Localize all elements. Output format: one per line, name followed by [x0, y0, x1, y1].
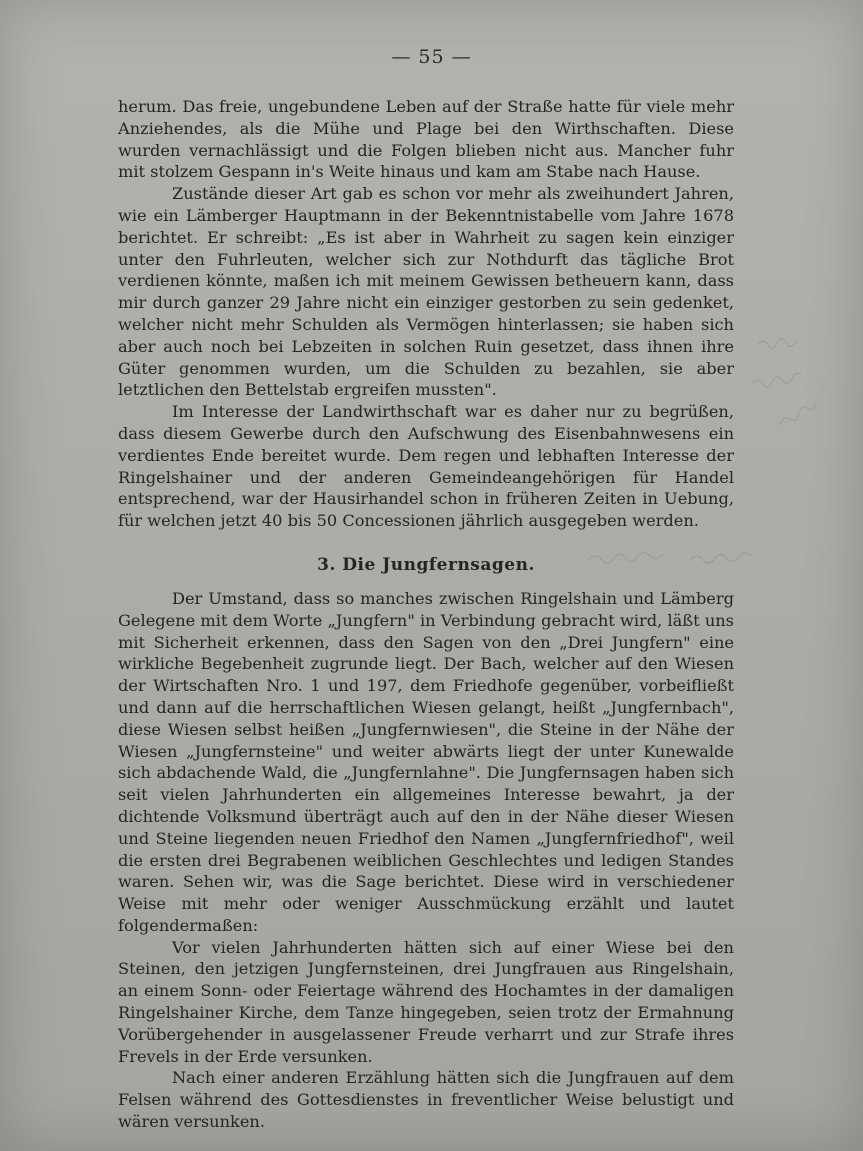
paragraph-5: Vor vielen Jahrhunderten hätten sich auf einer Wiese bei den Steinen, den jetzigen Jungfernsteinen, drei Jungfrauen aus Ringelshain, an einem Sonn- oder Feiertage während des Hochamtes in der damaligen Ringelshainer Kirche, dem Tanze hingegeben, seien trotz der Ermahnung Vorübergehender in ausgelassener Freude verharrt und zur Strafe ihres Frevels in der Erde versunken.: [118, 937, 734, 1066]
paragraph-1: herum. Das freie, ungebundene Leben auf der Straße hatte für viele mehr Anziehendes, als die Mühe und Plage bei den Wirthschaften. Diese wurden vernachlässigt und die Folgen blieben nicht aus. Mancher fuhr mit stolzem Gespann in's Weite hinaus und kam am Stabe nach Hause.: [118, 97, 734, 182]
page-number: — 55 —: [391, 46, 472, 68]
paragraph-3: Im Interesse der Landwirthschaft war es daher nur zu begrüßen, dass diesem Gewerbe durch den Aufschwung des Eisenbahnwesens ein verdientes Ende bereitet wurde. Dem regen und lebhaften Interesse der Ringelshainer und der anderen Gemeindeangehörigen für Handel entsprechend, war der Hausirhandel schon in früheren Zeiten in Uebung, für welchen jetzt 40 bis 50 Concessionen jährlich ausgegeben werden.: [118, 402, 734, 531]
paragraph-4: Der Umstand, dass so manches zwischen Ringelshain und Lämberg Gelegene mit dem Worte „Jungfern" in Verbindung gebracht wird, läßt uns mit Sicherheit erkennen, dass den Sagen von den „Drei Jungfern" eine wirkliche Begebenheit zugrunde liegt. Der Bach, welcher auf den Wiesen der Wirtschaften Nro. 1 und 197, dem Friedhofe gegenüber, vorbeifließt und dann auf die herrschaftlichen Wiesen gelangt, heißt „Jungfernbach", diese Wiesen selbst heißen „Jungfernwiesen", die Steine in der Nähe der Wiesen „Jungfernsteine" und weiter abwärts liegt der unter Kunewalde sich abdachende Wald, die „Jungfernlahne". Die Jungfernsagen haben sich seit vielen Jahrhunderten ein allgemeines Interesse bewahrt, ja der dichtende Volksmund überträgt auch auf den in der Nähe dieser Wiesen und Steine liegenden neuen Friedhof den Namen „Jungfernfriedhof", weil die ersten drei Begrabenen weiblichen Geschlechtes und ledigen Standes waren. Sehen wir, was die Sage berichtet. Diese wird in verschiedener Weise mit mehr oder weniger Ausschmückung erzählt und lautet folgendermaßen:: [118, 588, 734, 935]
section-heading: 3. Die Jungfernsagen.: [317, 554, 535, 575]
paragraph-6: Nach einer anderen Erzählung hätten sich die Jungfrauen auf dem Felsen während des Gottesdienstes in freventlicher Weise belustigt und wären versunken.: [118, 1068, 734, 1132]
page-body: [118, 96, 734, 1133]
paragraph-2: Zustände dieser Art gab es schon vor mehr als zweihundert Jahren, wie ein Lämberger Hauptmann in der Bekenntnistabelle vom Jahre 1678 berichtet. Er schreibt: „Es ist aber in Wahrheit zu sagen kein einziger unter den Fuhrleuten, welcher sich zur Nothdurft das tägliche Brot verdienen könnte, maßen ich mit meinem Gewissen betheuern kann, dass mir durch ganzer 29 Jahre nicht ein einziger gestorben zu sein gedenket, welcher nicht mehr Schulden als Vermögen hinterlassen; sie haben sich aber auch noch bei Lebzeiten in solchen Ruin gesetzet, dass ihnen ihre Güter genommen wurden, um die Schulden zu bezahlen, sie aber letztlichen den Bettelstab ergreifen mussten".: [118, 184, 734, 400]
